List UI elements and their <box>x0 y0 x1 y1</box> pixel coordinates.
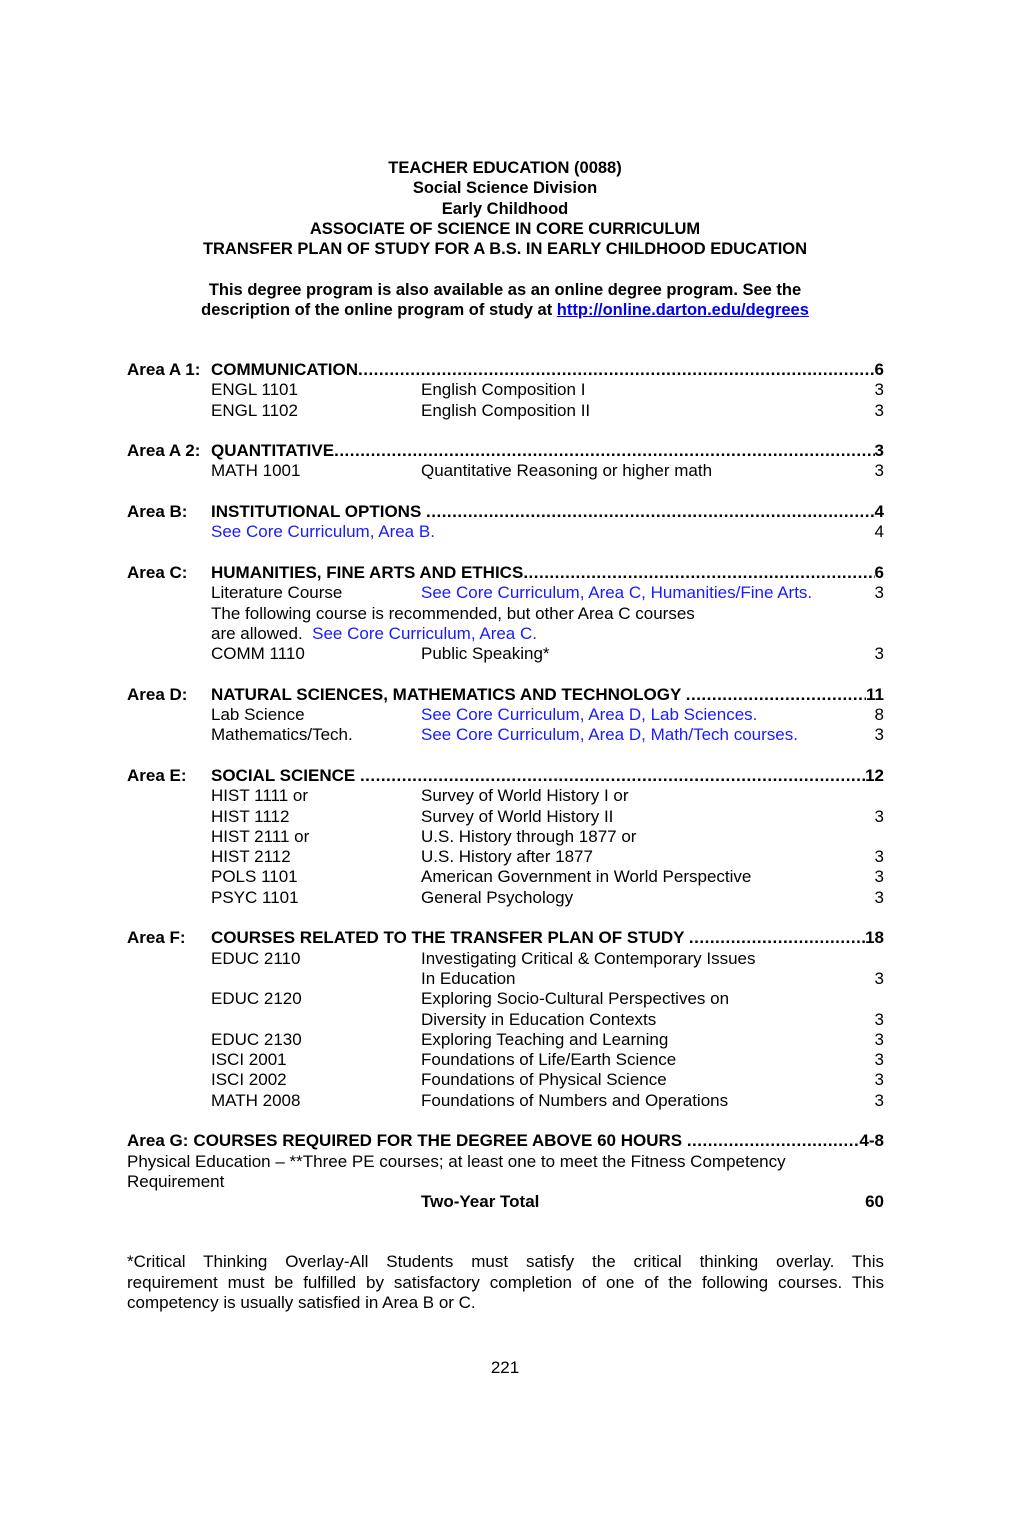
dot-leader <box>426 502 875 522</box>
course-credits: 3 <box>874 1009 884 1029</box>
recommendation-line <box>127 604 884 624</box>
areas-list <box>127 360 884 1233</box>
area-header <box>127 360 884 380</box>
area-title: QUANTITATIVE <box>211 441 335 461</box>
course-code: EDUC 2110 <box>211 948 301 968</box>
area-d <box>127 685 884 746</box>
course-row <box>127 1091 884 1111</box>
pe-requirement-line <box>127 1172 884 1192</box>
dot-leader <box>523 563 874 583</box>
area-title: NATURAL SCIENCES, MATHEMATICS AND TECHNOLOGY <box>211 684 686 704</box>
area-header <box>127 441 884 461</box>
course-title: English Composition I <box>421 380 586 400</box>
pe-requirement-text: Requirement <box>127 1171 225 1191</box>
course-title: Foundations of Life/Earth Science <box>421 1050 677 1070</box>
area-b <box>127 502 884 543</box>
area-header <box>127 928 884 948</box>
course-title: U.S. History after 1877 <box>421 847 593 867</box>
area-g <box>127 1131 884 1212</box>
course-title: U.S. History through 1877 or <box>421 826 637 846</box>
division-name: Social Science Division <box>412 179 598 198</box>
area-label: Area C: <box>127 562 188 582</box>
course-row <box>127 401 884 421</box>
course-row <box>127 847 884 867</box>
core-curriculum-area-d-lab-link[interactable]: See Core Curriculum, Area D, Lab Sciences. <box>421 705 758 725</box>
course-row <box>127 888 884 908</box>
course-title: Foundations of Physical Science <box>421 1070 667 1090</box>
area-credits: 6 <box>874 360 884 379</box>
course-title: Exploring Socio-Cultural Perspectives on <box>421 989 730 1009</box>
area-credits: 4 <box>874 502 884 522</box>
area-a2 <box>127 441 884 482</box>
course-title: Diversity in Education Contexts <box>421 1009 657 1029</box>
course-credits: 8 <box>874 705 884 725</box>
course-code: EDUC 2130 <box>211 1029 302 1049</box>
pe-requirement-text: Physical Education – **Three PE courses; at least one to meet the Fitness Competency <box>127 1151 786 1171</box>
dot-leader <box>689 928 865 948</box>
program-title: TEACHER EDUCATION (0088) <box>388 159 622 177</box>
course-row <box>127 705 884 725</box>
dot-leader <box>686 685 866 705</box>
online-notice <box>0 280 1010 321</box>
online-degrees-link[interactable]: http://online.darton.edu/degrees <box>556 301 809 320</box>
course-code: HIST 1111 or <box>211 786 309 806</box>
course-title: Quantitative Reasoning or higher math <box>421 461 713 481</box>
area-title: INSTITUTIONAL OPTIONS <box>211 502 427 522</box>
course-title: Investigating Critical & Contemporary Issues <box>421 948 756 968</box>
area-credits: 12 <box>865 765 884 785</box>
area-f <box>127 928 884 1111</box>
course-title: In Education <box>421 968 516 988</box>
course-credits: 3 <box>874 887 884 907</box>
area-header <box>127 685 884 705</box>
page-number: 221 <box>490 1358 520 1377</box>
area-header <box>127 1131 884 1151</box>
area-c <box>127 563 884 664</box>
course-row <box>127 644 884 664</box>
area-title: COURSES REQUIRED FOR THE DEGREE ABOVE 60 HOURS <box>193 1131 687 1151</box>
area-header <box>127 766 884 786</box>
course-code: POLS 1101 <box>211 867 298 887</box>
recommendation-text <box>211 624 537 644</box>
course-credits: 3 <box>874 725 884 745</box>
area-title: HUMANITIES, FINE ARTS AND ETHICS <box>211 562 524 582</box>
core-curriculum-area-c-link[interactable]: See Core Curriculum, Area C. <box>312 623 537 643</box>
course-code: Mathematics/Tech. <box>211 725 353 745</box>
course-code: Literature Course <box>211 583 343 603</box>
course-credits: 3 <box>874 968 884 988</box>
area-a1 <box>127 360 884 421</box>
course-title: Foundations of Numbers and Operations <box>421 1090 729 1110</box>
course-row <box>127 1010 884 1030</box>
course-row <box>127 786 884 806</box>
course-credits: 3 <box>874 867 884 887</box>
course-credits: 3 <box>874 400 884 420</box>
course-row <box>127 1070 884 1090</box>
course-row <box>127 989 884 1009</box>
course-row <box>127 807 884 827</box>
course-credits: 3 <box>874 1090 884 1110</box>
area-label: Area A 1: <box>127 360 201 379</box>
area-title: COMMUNICATION <box>211 360 358 379</box>
area-label: Area A 2: <box>127 441 201 461</box>
area-e <box>127 766 884 908</box>
area-label: Area F: <box>127 928 186 948</box>
course-row <box>127 1030 884 1050</box>
course-code: PSYC 1101 <box>211 887 299 907</box>
recommendation-line <box>127 624 884 644</box>
dot-leader <box>360 766 865 786</box>
course-credits: 3 <box>874 1050 884 1070</box>
transfer-plan-title: TRANSFER PLAN OF STUDY FOR A B.S. IN EARLY CHILDHOOD EDUCATION <box>202 240 808 259</box>
course-title: Exploring Teaching and Learning <box>421 1029 669 1049</box>
note-line: competency is usually satisfied in Area B or C. <box>127 1293 476 1312</box>
dot-leader <box>334 441 874 461</box>
area-credits: 6 <box>874 562 884 582</box>
course-row <box>127 725 884 745</box>
course-row <box>127 969 884 989</box>
course-credits: 3 <box>874 1070 884 1090</box>
online-notice-prefix: description of the online program of study at <box>201 301 557 320</box>
recommendation-text: The following course is recommended, but other Area C courses <box>211 603 695 623</box>
course-code: ENGL 1101 <box>211 380 298 400</box>
area-credits: 11 <box>866 684 884 704</box>
core-curriculum-area-b-link[interactable]: See Core Curriculum, Area B. <box>211 522 435 542</box>
degree-name: ASSOCIATE OF SCIENCE IN CORE CURRICULUM <box>309 219 701 238</box>
area-label: Area E: <box>127 765 187 785</box>
course-row <box>127 1050 884 1070</box>
critical-thinking-note <box>127 1252 884 1314</box>
core-curriculum-area-c-humanities-link[interactable]: See Core Curriculum, Area C, Humanities/Fine Arts. <box>421 583 813 603</box>
course-credits: 3 <box>874 847 884 867</box>
course-credits: 3 <box>874 1029 884 1049</box>
course-credits: 3 <box>874 461 884 481</box>
area-credits: 3 <box>874 441 884 461</box>
course-code: EDUC 2120 <box>211 989 302 1009</box>
area-credits: 4-8 <box>859 1131 884 1151</box>
total-label: Two-Year Total <box>421 1192 540 1212</box>
note-line: requirement must be fulfilled by satisfactory completion of one of the following courses. This <box>127 1272 884 1292</box>
area-title: SOCIAL SCIENCE <box>211 765 360 785</box>
course-code: MATH 1001 <box>211 461 301 481</box>
course-row <box>127 867 884 887</box>
course-credits: 3 <box>874 583 884 603</box>
area-credits: 18 <box>865 928 884 948</box>
course-row <box>127 827 884 847</box>
course-code: HIST 1112 <box>211 806 290 826</box>
online-notice-line2 <box>0 300 1010 320</box>
course-title: General Psychology <box>421 887 574 907</box>
course-code: ENGL 1102 <box>211 400 298 420</box>
dot-leader <box>687 1131 860 1151</box>
recommendation-prefix: are allowed. <box>211 623 313 643</box>
two-year-total-row <box>127 1192 884 1212</box>
dot-leader <box>358 360 875 380</box>
program-header <box>0 158 1010 259</box>
course-row <box>127 522 884 542</box>
course-title: English Composition II <box>421 400 591 420</box>
note-line: *Critical Thinking Overlay-All Students must satisfy the critical thinking overlay. This <box>127 1252 884 1271</box>
course-row <box>127 380 884 400</box>
course-code: Lab Science <box>211 705 305 725</box>
course-code: ISCI 2002 <box>211 1070 287 1090</box>
course-code: COMM 1110 <box>211 644 305 664</box>
area-title: COURSES RELATED TO THE TRANSFER PLAN OF STUDY <box>211 928 689 948</box>
area-header <box>127 502 884 522</box>
area-header <box>127 563 884 583</box>
course-credits: 3 <box>874 806 884 826</box>
course-code: ISCI 2001 <box>211 1050 287 1070</box>
course-credits: 4 <box>874 522 884 542</box>
course-row <box>127 461 884 481</box>
course-row <box>127 949 884 969</box>
course-credits: 3 <box>874 380 884 400</box>
course-title: Survey of World History I or <box>421 786 629 806</box>
core-curriculum-area-d-math-link[interactable]: See Core Curriculum, Area D, Math/Tech courses. <box>421 725 798 745</box>
program-track: Early Childhood <box>441 199 569 218</box>
pe-requirement-line <box>127 1152 884 1172</box>
course-title: Public Speaking* <box>421 644 550 664</box>
course-code: MATH 2008 <box>211 1090 301 1110</box>
area-label: Area B: <box>127 502 188 522</box>
area-label: Area G: <box>127 1131 189 1151</box>
area-label: Area D: <box>127 684 188 704</box>
course-code: HIST 2111 or <box>211 826 310 846</box>
course-row <box>127 583 884 603</box>
course-title: American Government in World Perspective <box>421 867 752 887</box>
course-title: Survey of World History II <box>421 806 614 826</box>
course-code: HIST 2112 <box>211 847 291 867</box>
online-notice-line1: This degree program is also available as an online degree program. See the <box>208 281 802 299</box>
total-value: 60 <box>865 1192 884 1212</box>
course-credits: 3 <box>874 644 884 664</box>
